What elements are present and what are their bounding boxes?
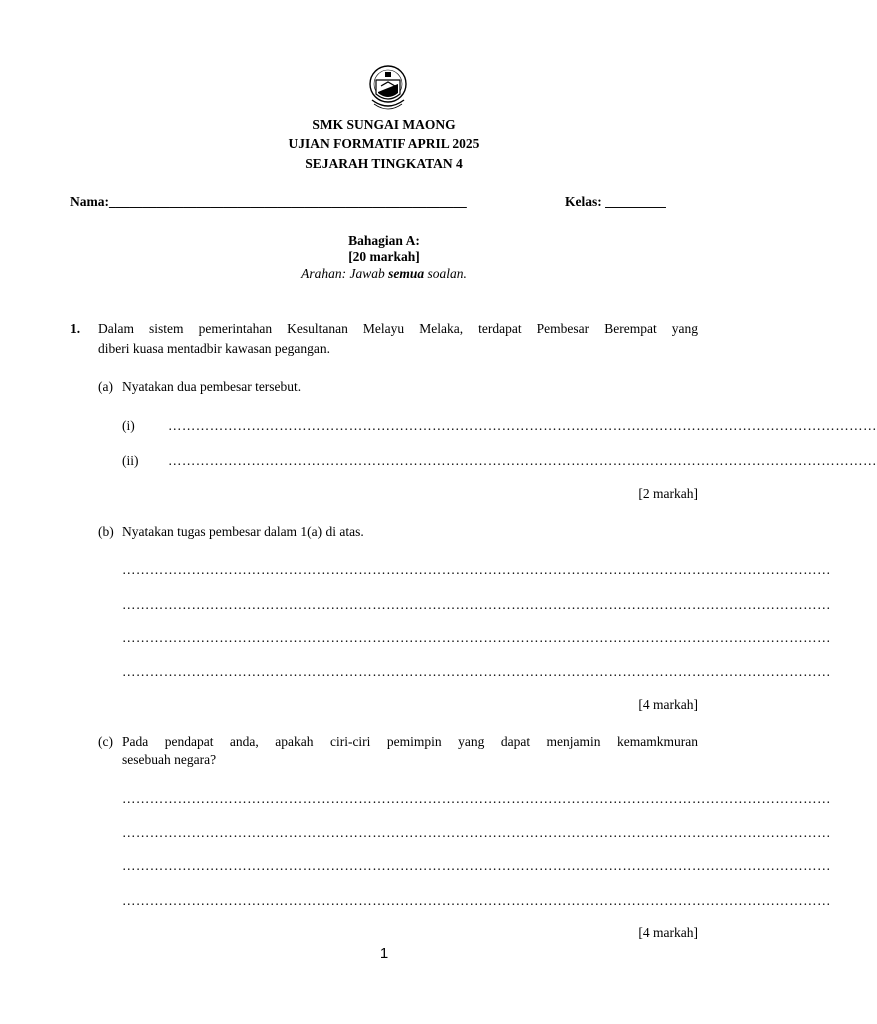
- school-name: SMK SUNGAI MAONG: [312, 117, 456, 132]
- part-b-marks: [4 markah]: [638, 697, 698, 712]
- part-a-item-i-label: (i): [122, 418, 135, 433]
- class-field[interactable]: [565, 194, 666, 210]
- answer-line[interactable]: ………………………………………………………………………………………………………………………………………: [168, 453, 877, 468]
- name-field[interactable]: [70, 194, 467, 210]
- answer-line[interactable]: ………………………………………………………………………………………………………………………………………: [122, 893, 831, 908]
- question-number: 1.: [70, 321, 81, 336]
- answer-line[interactable]: ………………………………………………………………………………………………………………………………………: [122, 825, 831, 840]
- part-a-label: (a): [98, 379, 113, 394]
- part-a-item-ii-label: (ii): [122, 453, 139, 468]
- name-label: Nama:: [70, 194, 109, 209]
- section-instruction: Arahan: Jawab semua soalan.: [301, 266, 467, 281]
- part-c-label: (c): [98, 734, 113, 749]
- answer-line[interactable]: ………………………………………………………………………………………………………………………………………: [168, 418, 877, 433]
- part-c-line1: Pada pendapat anda, apakah ciri-ciri pemimpin yang dapat menjamin kemamkmuran: [122, 734, 698, 749]
- section-title: Bahagian A:: [348, 233, 420, 248]
- part-a-text: Nyatakan dua pembesar tersebut.: [122, 379, 302, 394]
- section-marks: [20 markah]: [348, 249, 420, 264]
- instruction-emphasis: semua: [388, 266, 425, 281]
- answer-line[interactable]: ………………………………………………………………………………………………………………………………………: [122, 791, 831, 806]
- exam-title: UJIAN FORMATIF APRIL 2025: [288, 136, 480, 151]
- part-a-marks: [2 markah]: [638, 486, 698, 501]
- part-c-line2: sesebuah negara?: [122, 752, 217, 767]
- answer-line[interactable]: ………………………………………………………………………………………………………………………………………: [122, 597, 831, 612]
- name-blank[interactable]: _____________________________________________________: [109, 194, 467, 209]
- subject-title: SEJARAH TINGKATAN 4: [305, 156, 463, 171]
- question-stem-line1: Dalam sistem pemerintahan Kesultanan Melayu Melaka, terdapat Pembesar Berempat yang: [98, 321, 698, 336]
- answer-line[interactable]: ………………………………………………………………………………………………………………………………………: [122, 664, 831, 679]
- part-b-text: Nyatakan tugas pembesar dalam 1(a) di atas.: [122, 524, 364, 539]
- class-label: Kelas:: [565, 194, 602, 209]
- class-blank[interactable]: _________: [605, 194, 666, 209]
- part-c-marks: [4 markah]: [638, 925, 698, 940]
- question-stem-line2: diberi kuasa mentadbir kawasan pegangan.: [98, 341, 331, 356]
- answer-line[interactable]: ………………………………………………………………………………………………………………………………………: [122, 562, 831, 577]
- school-crest-logo: [368, 64, 408, 114]
- part-b-label: (b): [98, 524, 114, 539]
- answer-line[interactable]: ………………………………………………………………………………………………………………………………………: [122, 858, 831, 873]
- page-number: 1: [379, 945, 389, 962]
- answer-line[interactable]: ………………………………………………………………………………………………………………………………………: [122, 630, 831, 645]
